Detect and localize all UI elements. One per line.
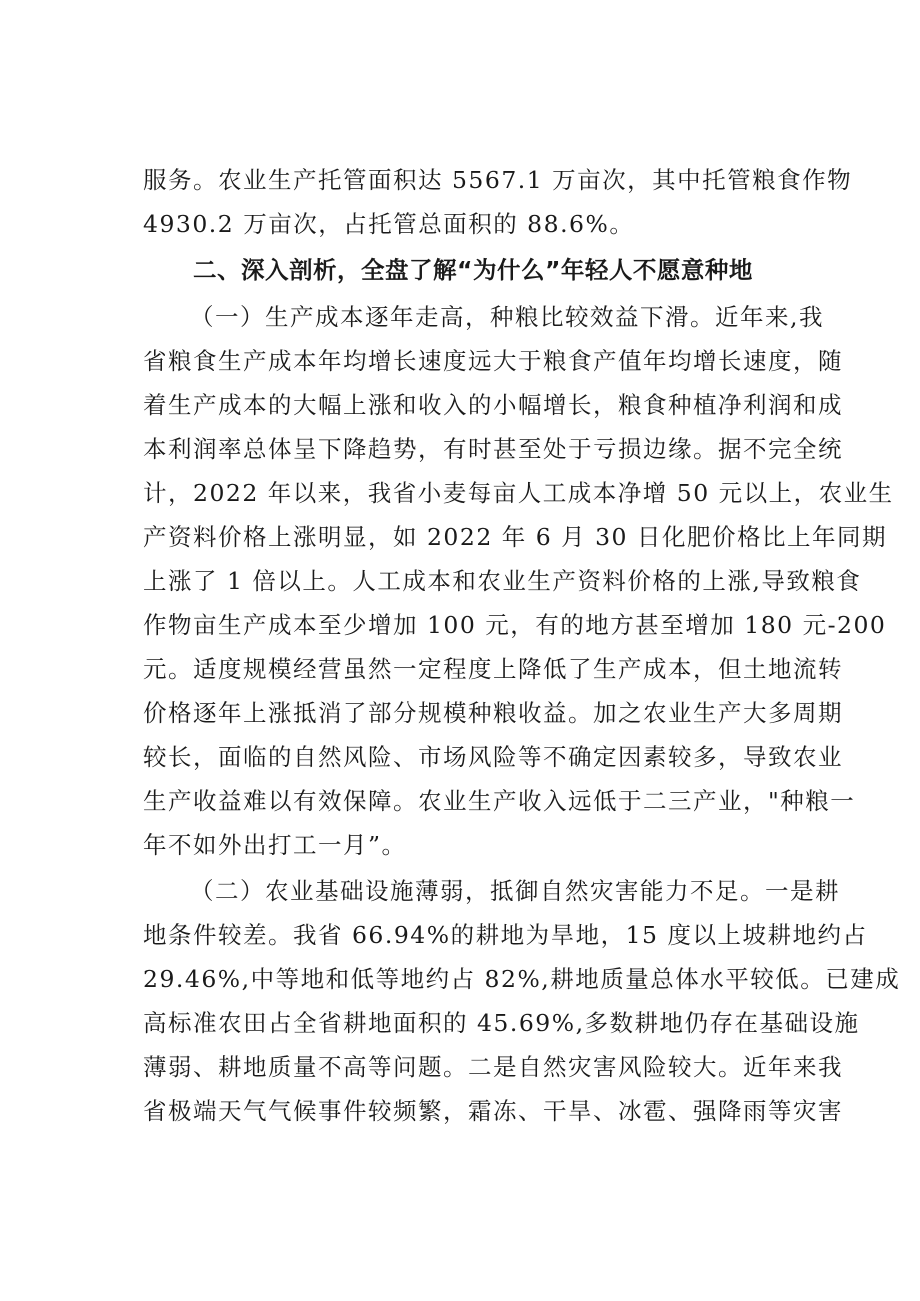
paragraph-line: 上涨了 1 倍以上。人工成本和农业生产资料价格的上涨,导致粮食	[143, 567, 862, 595]
paragraph-line: 薄弱、耕地质量不高等问题。二是自然灾害风险较大。近年来我	[143, 1053, 843, 1081]
paragraph-line: 计，2022 年以来，我省小麦每亩人工成本净增 50 元以上，农业生	[143, 479, 894, 507]
paragraph-line: 4930.2 万亩次，占托管总面积的 88.6%。	[143, 210, 635, 238]
paragraph-line: 生产收益难以有效保障。农业生产收入远低于二三产业，"种粮一	[143, 787, 856, 815]
paragraph-line: 省粮食生产成本年均增长速度远大于粮食产值年均增长速度，随	[143, 347, 843, 375]
paragraph-line: 地条件较差。我省 66.94%的耕地为旱地，15 度以上坡耕地约占	[143, 921, 868, 949]
paragraph-line: 产资料价格上涨明显，如 2022 年 6 月 30 日化肥价格比上年同期	[143, 523, 887, 551]
paragraph-line: 作物亩生产成本至少增加 100 元，有的地方甚至增加 180 元-200	[143, 611, 887, 639]
paragraph-line: 较长，面临的自然风险、市场风险等不确定因素较多，导致农业	[143, 743, 843, 771]
paragraph-line: （一）生产成本逐年走高，种粮比较效益下滑。近年来,我	[190, 303, 824, 331]
paragraph-line: （二）农业基础设施薄弱，抵御自然灾害能力不足。一是耕	[190, 877, 840, 905]
paragraph-line: 年不如外出打工一月”。	[143, 831, 407, 859]
paragraph-line: 元。适度规模经营虽然一定程度上降低了生产成本，但土地流转	[143, 655, 843, 683]
paragraph-line: 价格逐年上涨抵消了部分规模种粮收益。加之农业生产大多周期	[143, 699, 843, 727]
paragraph-line: 省极端天气气候事件较频繁，霜冻、干旱、冰雹、强降雨等灾害	[143, 1097, 843, 1125]
paragraph-line: 服务。农业生产托管面积达 5567.1 万亩次，其中托管粮食作物	[143, 166, 853, 194]
paragraph-line: 本利润率总体呈下降趋势，有时甚至处于亏损边缘。据不完全统	[143, 435, 843, 463]
paragraph-line: 29.46%,中等地和低等地约占 82%,耕地质量总体水平较低。已建成	[143, 965, 901, 993]
section-heading: 二、深入剖析，全盘了解“为什么”年轻人不愿意种地	[193, 256, 753, 284]
paragraph-line: 高标准农田占全省耕地面积的 45.69%,多数耕地仍存在基础设施	[143, 1009, 860, 1037]
paragraph-line: 着生产成本的大幅上涨和收入的小幅增长，粮食种植净利润和成	[143, 391, 843, 419]
